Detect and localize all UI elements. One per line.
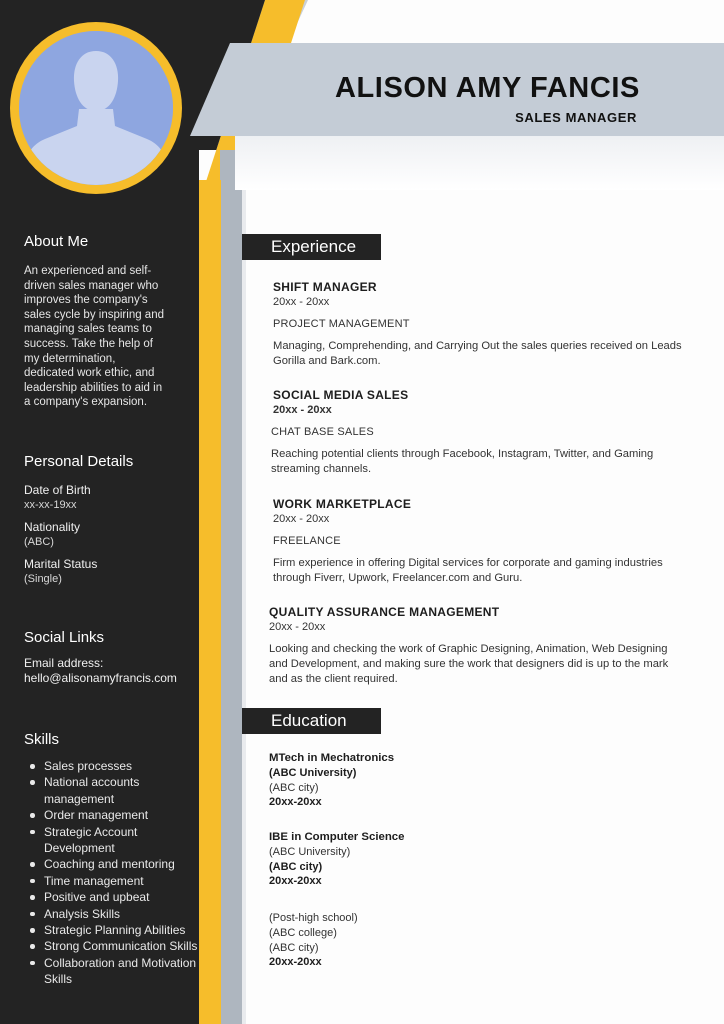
job-description: Managing, Comprehending, and Carrying Out the sales queries received on Leads Gorilla and Bark.com. [273, 340, 682, 367]
email-link[interactable]: hello@alisonamyfrancis.com [24, 671, 177, 685]
edu-city: (ABC city) [269, 941, 319, 954]
avatar-placeholder-icon [19, 31, 173, 185]
job-date: 20xx - 20xx [273, 404, 332, 416]
bullet-icon [30, 961, 35, 966]
header-shadow [235, 135, 724, 190]
skill-label: Coaching and mentoring [44, 857, 175, 872]
job-description: Reaching potential clients through Facebook, Instagram, Twitter, and Gaming streaming channels. [271, 448, 654, 475]
bullet-icon [30, 944, 35, 949]
candidate-name: ALISON AMY FANCIS [334, 72, 640, 104]
job-date: 20xx - 20xx [273, 513, 330, 525]
education-entry [269, 830, 569, 889]
marital-label: Marital Status [24, 557, 98, 571]
edu-school: (ABC University) [269, 766, 357, 779]
edu-city: (ABC city) [269, 860, 323, 873]
edu-years: 20xx-20xx [269, 796, 322, 809]
job-subtitle: CHAT BASE SALES [271, 426, 374, 438]
nationality-value: (ABC) [24, 536, 54, 548]
about-line: improves the company's [24, 294, 148, 307]
about-line: driven sales manager who [24, 279, 159, 292]
skills-heading: Skills [24, 731, 60, 748]
skill-item [24, 938, 204, 954]
skill-item [24, 774, 204, 807]
skill-label: Time management [44, 873, 144, 888]
bullet-icon [30, 780, 35, 785]
skill-item [24, 873, 204, 889]
job-description: Looking and checking the work of Graphic Designing, Animation, Web Designing and Development, and making sure the work that designers did is up to the mark and as the client required. [269, 643, 669, 685]
social-heading: Social Links [24, 629, 105, 646]
bullet-icon [30, 912, 35, 917]
edu-city: (ABC city) [269, 781, 319, 794]
job-entry [273, 497, 693, 586]
skill-label: Strategic Planning Abilities [44, 923, 186, 938]
skill-label: Strategic Account Development [44, 824, 138, 856]
about-line: my determination, [24, 352, 116, 365]
edu-degree: (Post-high school) [269, 912, 358, 924]
job-entry [269, 605, 689, 687]
experience-heading: Experience [242, 234, 381, 260]
skill-label: Strong Communication Skills [44, 939, 198, 954]
skill-label: Sales processes [44, 759, 133, 773]
dob-label: Date of Birth [24, 483, 91, 497]
about-line: An experienced and self- [24, 265, 152, 277]
job-title: SOCIAL MEDIA SALES [273, 388, 409, 402]
job-entry [273, 388, 693, 477]
candidate-role: SALES MANAGER [515, 110, 637, 125]
skill-item [24, 889, 204, 905]
job-entry [273, 280, 693, 369]
skill-item [24, 807, 204, 823]
skills-list [24, 758, 204, 988]
edu-degree: MTech in Mechatronics [269, 752, 395, 764]
about-line: success. Take the help of [24, 337, 153, 350]
personal-heading: Personal Details [24, 453, 134, 470]
about-line: managing sales teams to [24, 323, 152, 336]
about-line: leadership abilities to aid in [24, 381, 163, 394]
avatar [10, 22, 182, 194]
skill-label: Positive and upbeat [44, 890, 150, 905]
job-title: SHIFT MANAGER [273, 280, 377, 294]
marital-value: (Single) [24, 573, 62, 585]
personal-details [24, 483, 199, 594]
edu-school: (ABC University) [269, 845, 351, 858]
job-date: 20xx - 20xx [269, 621, 326, 633]
job-description: Firm experience in offering Digital services for corporate and gaming industries through Fiverr, Upwork, Freelancer.com and Guru. [273, 557, 663, 584]
bullet-icon [30, 895, 35, 900]
skill-label: Order management [44, 808, 149, 823]
decorative-stripe-gray [220, 150, 242, 1024]
edu-school: (ABC college) [269, 926, 337, 939]
bullet-icon [30, 813, 35, 818]
skill-item [24, 856, 204, 872]
job-title: QUALITY ASSURANCE MANAGEMENT [269, 605, 500, 619]
about-line: sales cycle by inspiring and [24, 308, 164, 321]
edu-degree: IBE in Computer Science [269, 831, 405, 843]
education-entry [269, 911, 569, 970]
skill-label: Collaboration and Motivation Skills [44, 955, 197, 987]
skill-item [24, 922, 204, 938]
dob-value: xx-xx-19xx [24, 499, 77, 511]
skill-item [24, 758, 204, 774]
about-line: a company's expansion. [24, 396, 148, 409]
skill-label: Analysis Skills [44, 906, 121, 921]
about-text [24, 264, 199, 410]
job-subtitle: FREELANCE [273, 535, 341, 547]
social-links [24, 656, 214, 686]
education-heading: Education [242, 708, 381, 734]
skill-item [24, 955, 204, 988]
skill-item [24, 824, 204, 857]
job-date: 20xx - 20xx [273, 296, 330, 308]
bullet-icon [30, 764, 35, 769]
bullet-icon [30, 879, 35, 884]
about-line: dedicated work ethic, and [24, 367, 155, 380]
edu-years: 20xx-20xx [269, 956, 322, 969]
job-subtitle: PROJECT MANAGEMENT [273, 318, 410, 330]
edu-years: 20xx-20xx [269, 875, 322, 888]
skill-item [24, 906, 204, 922]
education-entry [269, 751, 569, 810]
bullet-icon [30, 928, 35, 933]
bullet-icon [30, 830, 35, 835]
skill-label: National accounts management [44, 775, 140, 806]
nationality-label: Nationality [24, 520, 81, 534]
about-heading: About Me [24, 233, 89, 250]
email-label: Email address: [24, 656, 104, 670]
job-title: WORK MARKETPLACE [273, 497, 412, 511]
bullet-icon [30, 862, 35, 867]
